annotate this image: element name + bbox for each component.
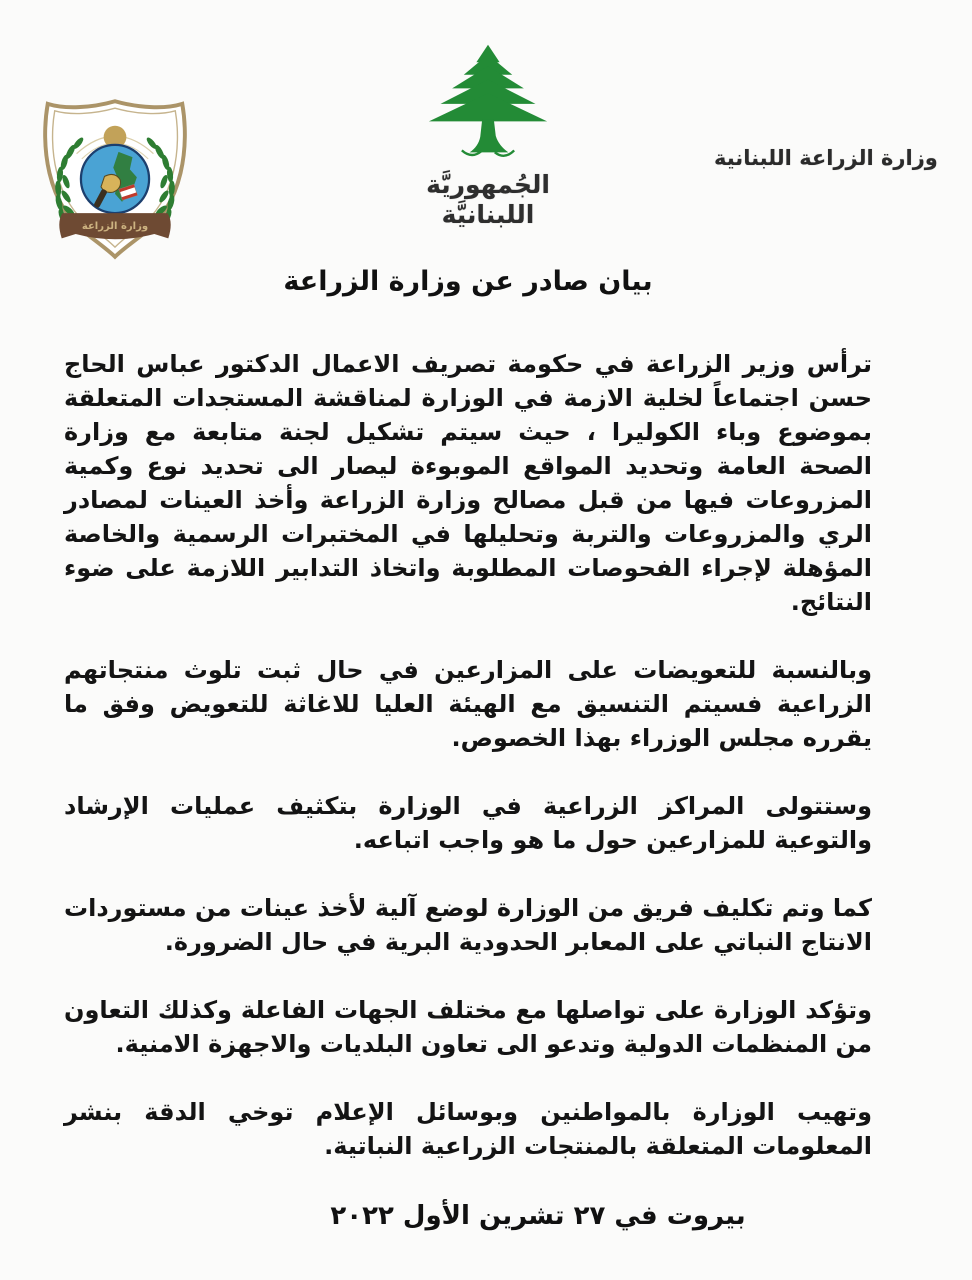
statement-paragraph: وستتولى المراكز الزراعية في الوزارة بتكثيف عمليات الإرشاد والتوعية للمزارعين حول ما هو واجب اتباعه. (64, 792, 872, 854)
statement-paragraph: كما وتم تكليف فريق من الوزارة لوضع آلية لأخذ عينات من مستوردات الانتاج النباتي على المعابر الحدودية البرية في حال الضرورة. (64, 894, 872, 956)
statement-body (0, 266, 972, 1231)
ministry-emblem (34, 96, 196, 262)
statement-title: بيان صادر عن وزارة الزراعة (283, 266, 653, 297)
republic-block (378, 40, 598, 230)
cedar-icon (425, 40, 551, 160)
statement-paragraph: وتؤكد الوزارة على تواصلها مع مختلف الجهات الفاعلة وكذلك التعاون من المنظمات الدولية وتدعو الى تعاون البلديات والاجهزة الامنية. (64, 996, 872, 1058)
statement-paragraph: وتهيب الوزارة بالمواطنين وبوسائل الإعلام توخي الدقة بنشر المعلومات المتعلقة بالمنتجات الزراعية النباتية. (64, 1098, 872, 1160)
emblem-banner-text: وزارة الزراعة (81, 220, 149, 232)
republic-name: الجُمهوريَّة اللبنانيَّة (426, 170, 550, 229)
ministry-of-agriculture-shield-icon (34, 96, 196, 262)
statement-paragraph: وبالنسبة للتعويضات على المزارعين في حال ثبت تلوث منتجاتهم الزراعية فسيتم التنسيق مع الهيئة العليا للاغاثة للتعويض وفق ما يقرره مجلس الوزراء بهذا الخصوص. (64, 656, 872, 752)
date-line: بيروت في ٢٧ تشرين الأول ٢٠٢٢ (330, 1201, 746, 1231)
statement-paragraph: ترأس وزير الزراعة في حكومة تصريف الاعمال الدكتور عباس الحاج حسن اجتماعاً لخلية الازمة في الوزارة لمناقشة المستجدات المتعلقة بموضوع وباء الكوليرا ، حيث سيتم تشكيل لجنة متابعة مع وزارة الصحة العامة وتحديد المواقع الموبوءة ليصار الى تحديد نوع وكمية المزروعات فيها من قبل مصالح وزارة الزراعة وأخذ العينات لمصادر الري والمزروعات والتربة وتحليلها في المختبرات الرسمية والخاصة المؤهلة لإجراء الفحوصات المطلوبة واتخاذ التدابير اللازمة على ضوء النتائج. (64, 350, 872, 616)
ministry-name: وزارة الزراعة اللبنانية (714, 146, 938, 170)
document-header (0, 0, 972, 268)
